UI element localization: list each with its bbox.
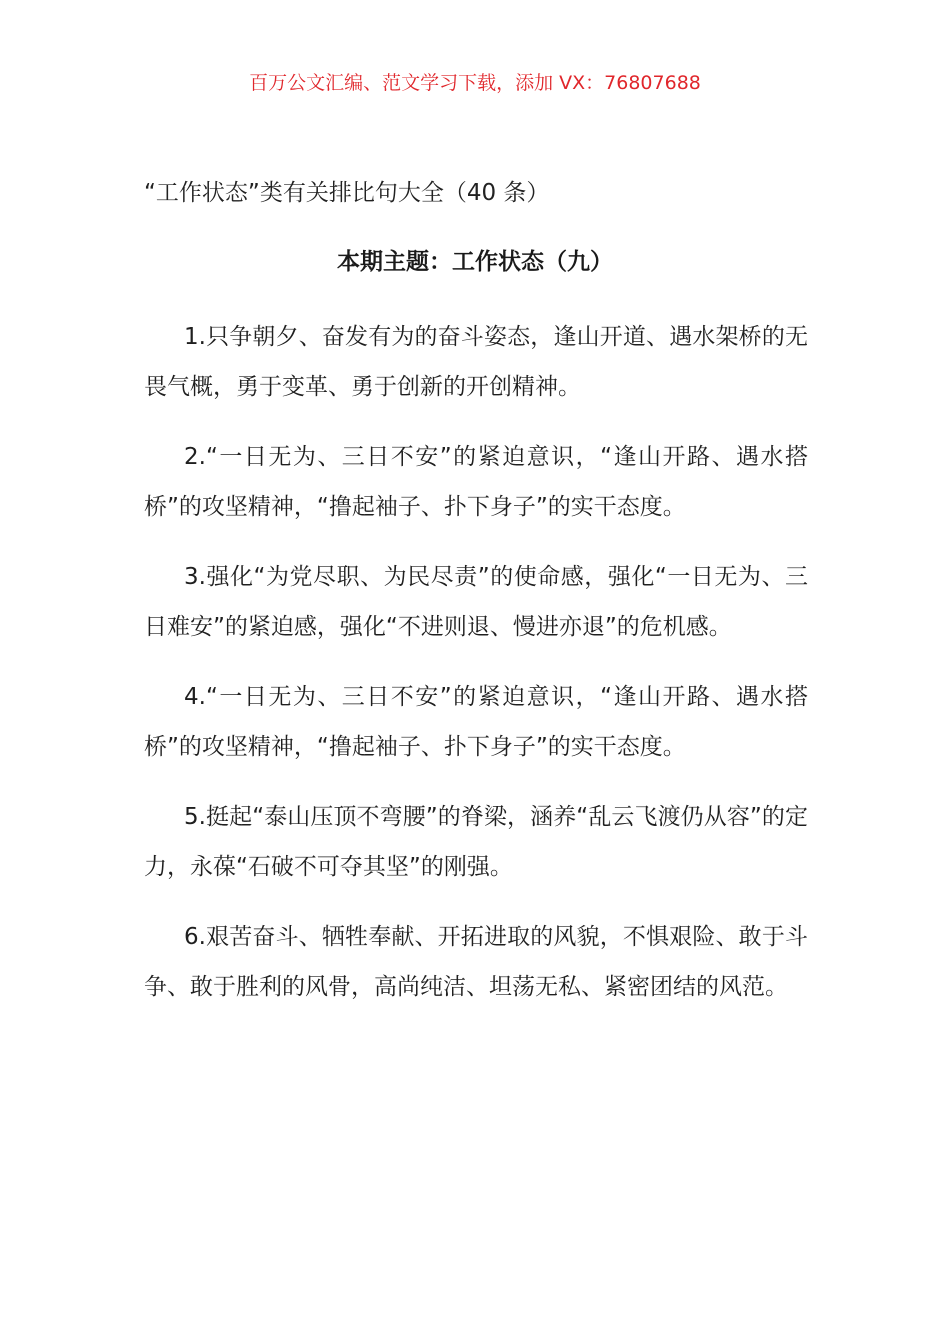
header-promo-note: 百万公文汇编、范文学习下载，添加 VX：76807688 — [249, 72, 701, 94]
item-list — [144, 312, 808, 1032]
list-item: 5.挺起“泰山压顶不弯腰”的脊梁，涵养“乱云飞渡仍从容”的定力，永葆“石破不可夺其坚”的刚强。 — [144, 804, 808, 880]
list-item: 6.艰苦奋斗、牺牲奉献、开拓进取的风貌，不惧艰险、敢于斗争、敢于胜利的风骨，高尚纯洁、坦荡无私、紧密团结的风范。 — [144, 924, 808, 1000]
list-item: 3.强化“为党尽职、为民尽责”的使命感，强化“一日无为、三日难安”的紧迫感，强化“不进则退、慢进亦退”的危机感。 — [144, 564, 808, 640]
list-item: 4.“一日无为、三日不安”的紧迫意识，“逢山开路、遇水搭桥”的攻坚精神，“撸起袖子、扑下身子”的实干态度。 — [144, 684, 808, 760]
list-item: 2.“一日无为、三日不安”的紧迫意识，“逢山开路、遇水搭桥”的攻坚精神，“撸起袖子、扑下身子”的实干态度。 — [144, 444, 808, 520]
issue-theme-heading: 本期主题：工作状态（九） — [337, 249, 613, 275]
document-title: “工作状态”类有关排比句大全（40 条） — [144, 180, 550, 206]
list-item: 1.只争朝夕、奋发有为的奋斗姿态，逢山开道、遇水架桥的无畏气概，勇于变革、勇于创新的开创精神。 — [144, 324, 808, 400]
